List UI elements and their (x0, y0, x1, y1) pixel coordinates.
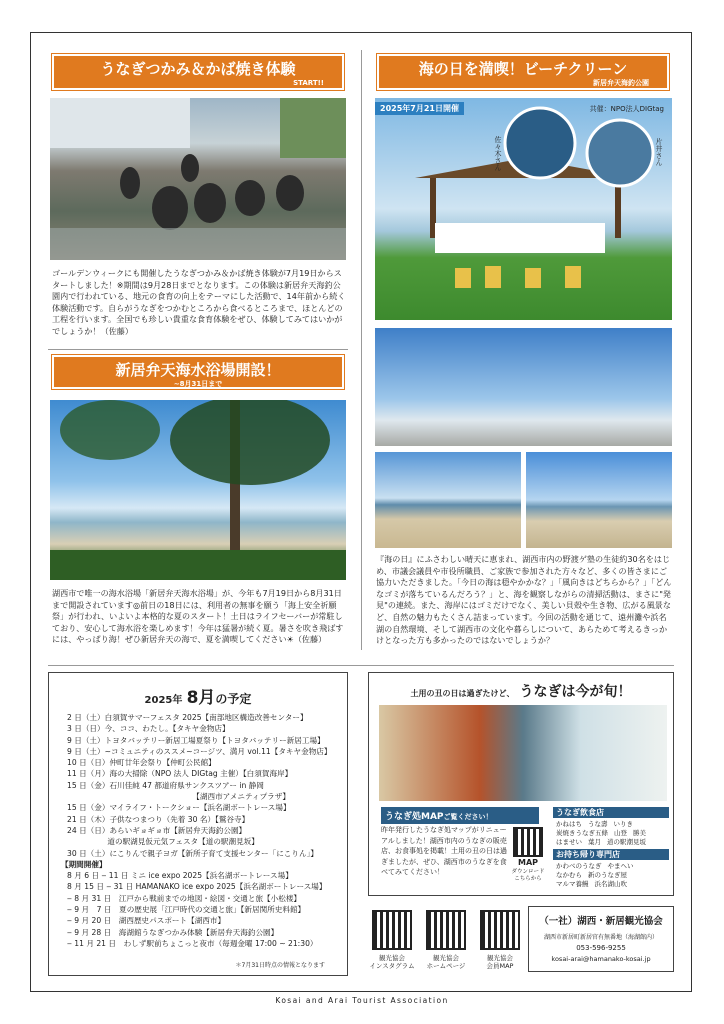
schedule-item: 15 日（金）マイライフ・トークショー【浜名湖ボートレース場】 (67, 803, 291, 813)
schedule-item: 2 日（土）白須賀サマーフェスタ 2025【南部地区構造改善センター】 (67, 713, 308, 722)
beach-photo (50, 400, 346, 580)
qr1-label: 観光協会 インスタグラム (369, 954, 415, 970)
article2-subtitle: ~8月31日まで (173, 380, 223, 388)
period-item: 8 月 15 日 ‒ 31 日 HAMANAKO ice expo 2025【浜名湖ボートレース場】 (67, 882, 327, 892)
period-item: ‒ 9 月 7 日 夏の歴史展「江戸時代の交通と旅」【新居関所史料館】 (67, 905, 306, 915)
schedule-item: 30 日（土）にこりんで親子ヨガ【新所子育て支援センター「にこりん」】 (67, 848, 318, 858)
shop-name: マルマ養鰻 (556, 880, 589, 888)
schedule-heading (49, 683, 347, 708)
column-divider (361, 50, 362, 650)
cosponsor-label: 共催：NPO法人DIGtag (589, 105, 664, 113)
take-title: お持ち帰り専門店 (553, 849, 669, 860)
association-email[interactable]: kosai-arai@hamanako-kosai.jp (551, 955, 651, 963)
schedule-item: 10 日（日）仲町廿年会祭り【仲町公民館】 (67, 758, 216, 768)
shop-name: 勝美 (633, 829, 646, 837)
unagi-map-title: うなぎ処MAP (385, 812, 444, 822)
unagi-info-box (368, 672, 674, 896)
unagi-qr-label: MAP (517, 858, 538, 867)
period-item: ‒ 8 月 31 日 江戸から戦前までの地図・絵図・交通と旅【小松楼】 (67, 893, 302, 903)
schedule-list (49, 708, 347, 949)
shops-box (553, 807, 669, 891)
schedule-item: 21 日（木）子供なつまつり（先着 30 名）【鷲谷寺】 (67, 814, 250, 824)
date-badge: 2025年7月21日開催 (375, 102, 464, 115)
schedule-note: ＊7月31日時点の情報となります (235, 962, 325, 969)
qr3-label: 観光協会 会員MAP (486, 954, 514, 970)
schedule-item: 3 日（日）今、ココ、わたし。【タキヤ金物店】 (67, 724, 230, 734)
unagi-headline (369, 681, 673, 701)
unagi-map-qr[interactable] (513, 827, 543, 857)
period-label: 【期間開催】 (61, 859, 107, 869)
shops-title: うなぎ飲食店 (553, 807, 669, 818)
schedule-year: 2025年 (144, 695, 183, 706)
unagi-map-cta: ご覧ください！ (443, 813, 493, 821)
shop-name: やまへい (607, 862, 634, 870)
article3-title: 海の日を満喫！ビーチクリーン (418, 60, 628, 78)
article3-subtitle: 新居弁天海釣公園 (593, 79, 649, 87)
unagi-headline-small: 土用の丑の日は過ぎたけど、 (410, 689, 515, 698)
article1-banner (52, 54, 344, 90)
schedule-item: 15 日（金）石川佳純 47 都道府県サンクスツアー in 静岡 (67, 780, 264, 790)
schedule-item: 11 日（月）海の大掃除（NPO 法人 DIGtag 主催）【白須賀海岸】 (67, 769, 293, 779)
schedule-month: 8月 (186, 688, 216, 708)
schedule-item: 【湖西市アメニティプラザ】 (67, 792, 290, 802)
person2-label: 片井さん (655, 138, 663, 166)
cleanup-group-photo (375, 98, 672, 320)
schedule-heading-suffix: の予定 (215, 692, 252, 706)
shops-list (553, 818, 669, 849)
shop-name: かわべのうなぎ (556, 862, 602, 870)
period-item: ‒ 9 月 20 日 湖西歴史パスポート【湖西市】 (67, 916, 226, 926)
eel-catching-photo (50, 98, 346, 260)
person1-label: 佐々木さん (494, 136, 502, 171)
shop-name: 浜名湖山吹 (594, 880, 627, 888)
member-map-qr[interactable] (480, 910, 520, 950)
article1-title: うなぎつかみ＆かば焼き体験 (100, 60, 296, 78)
unagi-map-body: 昨年発行したうなぎ処マップがリニューアルしました！湖西市内のうなぎの販売店、お食事処を掲載！土用の丑の日は過ぎましたが、ぜひ、湖西市のうなぎを食べてみてください！ (381, 826, 507, 876)
shop-name: かねはち (556, 820, 582, 828)
shop-name: 葉月 (588, 838, 601, 846)
schedule-item: 9 日（土）~コミュニティのススメ~コージツ、満月 vol.11【タキヤ金物店】 (67, 746, 332, 756)
qr2-label: 観光協会 ホームページ (426, 954, 466, 970)
article2-title: 新居弁天海水浴場開設！ (115, 361, 281, 379)
beach-cleanup-photo-1 (375, 452, 521, 548)
schedule-item: 24 日（日）あらいギョギョ市【新居弁天海釣公園】 (67, 825, 247, 835)
article3-banner (377, 54, 669, 90)
unagi-map-image (379, 705, 667, 801)
schedule-box (48, 672, 348, 976)
association-name: （一社）湖西・新居観光協会 (539, 916, 663, 927)
article2-banner (52, 355, 344, 389)
shop-name: うな壽 (588, 820, 608, 828)
shoreline-photo (375, 328, 672, 446)
schedule-item: 道の駅湖見仮元気フェスタ【道の駅潮見坂】 (67, 837, 259, 847)
unagi-headline-big: うなぎは今が旬！ (519, 684, 632, 700)
period-item: ‒ 9 月 28 日 海湖館うなぎつかみ体験【新居弁天海釣公園】 (67, 927, 279, 937)
period-item: 8 月 6 日 ‒ 11 日 ミニ ice expo 2025【浜名湖ボートレース場】 (67, 871, 293, 881)
shop-name: いりき (613, 820, 633, 828)
instagram-qr[interactable] (372, 910, 412, 950)
article2-body: 湖西市で唯一の海水浴場「新居弁天海水浴場」が、今年も7月19日から8月31日まで開設されています◎前日の18日には、利用者の無事を願う「海上安全祈願祭」が行われ、いよいよ本格的な夏のスタート！土日はライフセーバーが常駐しており、安心して海水浴を楽しめます！今年は猛暑が続く夏。暑さを吹き飛ばすには、やっぱり海！ぜひ新居弁天の海で、夏を満喫してください☀（佐藤） (52, 588, 344, 645)
section-divider-bottom (48, 665, 674, 666)
shop-name: はませい (556, 838, 582, 846)
article3-body: 『海の日』にふさわしい晴天に恵まれ、湖西市内の野渡ゲ塾の生徒約30名をはじめ、市議会議員や市役所職員、ご家族で参加された方々など、多くの皆さまにご協力いただきました。「今日の海は穏やかかな？」「風向きはどちらから？」「どんなゴミが落ちているんだろう？」と、海を観察しながらの清掃活動は、まさに"発見"の連続。また、海岸にはゴミだけでなく、美しい貝殻や生き物、広がる風景など、自然の魅力もたくさん詰まっています。今回の活動を通じて、遠州灘や浜名湖の自然環境、そして湖西市の文化や暮らしについて、あらためて考えるきっかけとなった方も多かったのではないでしょうか？ (376, 554, 672, 646)
shop-name: 新のうなぎ屋 (588, 871, 627, 879)
homepage-qr[interactable] (426, 910, 466, 950)
article1-body: ゴールデンウィークにも開催したうなぎつかみ＆かば焼き体験が7月19日からスタートしました！※期間は9月28日までとなります。この体験は新居弁天海釣公園内で行われている、地元の食育の向上をテーマにした活動で、14年前から続く体験活動です。自らがうなぎをつかむところから食べるところまで、ほとんどの工程を行います。全国でも珍しい貴重な食育体験をぜひ、体験してみてはいかがでしょうか！（佐藤） (52, 268, 346, 336)
section-divider (48, 349, 348, 350)
unagi-qr-sub: ダウンロードこちらから (511, 869, 545, 882)
association-box (528, 906, 674, 972)
article1-subtitle: START!! (293, 79, 324, 87)
shop-name: 炭焼きうなぎ五條 (556, 829, 608, 837)
schedule-item: 9 日（土）トヨタバッテリー新居工場夏祭り【トヨタバッテリー新居工場】 (67, 735, 325, 745)
shop-name: 道の駅潮見坂 (607, 838, 646, 846)
association-tel: 053-596-9255 (576, 944, 626, 952)
unagi-map-heading (381, 807, 539, 824)
shop-name: なかむら (556, 871, 582, 879)
association-address: 湖西市新居町新居官有無番地（海湖館内） (543, 934, 658, 941)
footer-text: Kosai and Arai Tourist Association (275, 996, 449, 1005)
shop-name: 山登 (614, 829, 627, 837)
beach-cleanup-photo-2 (526, 452, 672, 548)
period-item: ‒ 11 月 21 日 わしず駅前ちょこっと夜市（毎週金曜 17:00 ~ 21:30） (67, 938, 318, 948)
take-list (553, 860, 669, 891)
